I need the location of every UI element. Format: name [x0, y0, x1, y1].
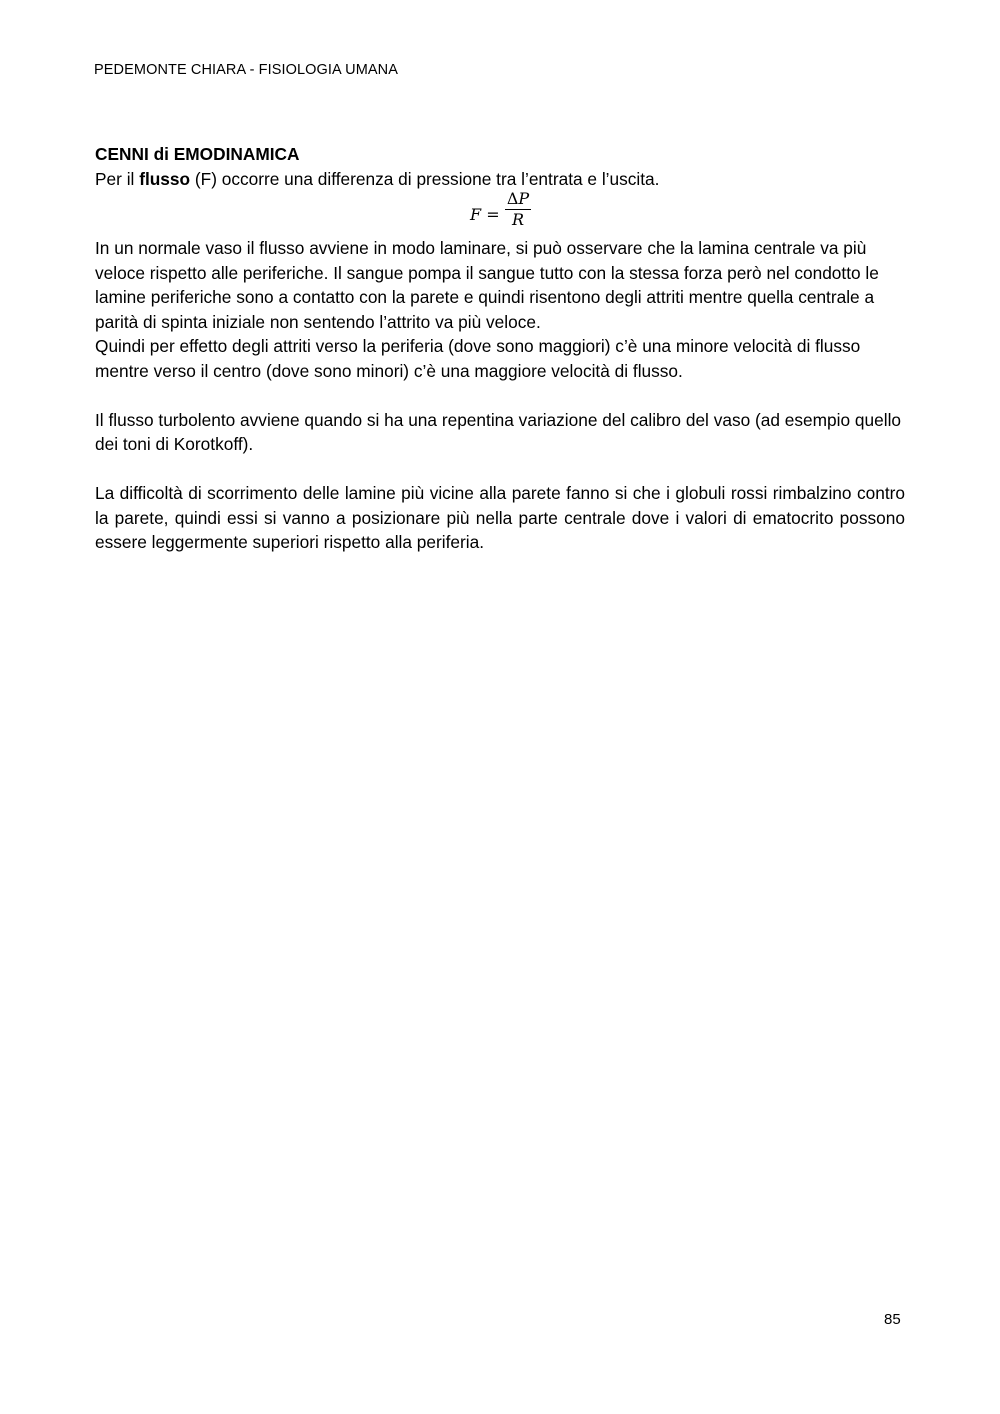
intro-bold-term: flusso [139, 168, 191, 189]
paragraph-turbulent-flow: Il flusso turbolento avviene quando si ha una repentina variazione del calibro del vaso (ad esempio quello dei toni di Korotkoff). [95, 409, 902, 454]
document-body [95, 142, 905, 555]
intro-sentence [95, 167, 905, 192]
paragraph-spacer [95, 457, 905, 482]
paragraph-laminar-flow: In un normale vaso il flusso avviene in modo laminare, si può osservare che la lamina centrale va più veloce rispetto alle periferiche. Il sangue pompa il sangue tutto con la stessa forza però nel condotto le lamine periferiche sono a contatto con la parete e quindi risentono degli attriti mentre quella centrale a parità di spinta iniziale non sentendo l’attrito va più veloce. [95, 238, 879, 332]
paragraph-spacer [95, 383, 905, 408]
formula-numerator-var: P [518, 189, 530, 208]
page-number: 85 [884, 1311, 901, 1328]
running-header: PEDEMONTE CHIARA - FISIOLOGIA UMANA [94, 62, 399, 78]
paragraph-friction: Quindi per effetto degli attriti verso la periferia (dove sono maggiori) c’è una minore velocità di flusso mentre verso il centro (dove sono minori) c’è una maggiore velocità di flusso. [95, 336, 861, 381]
paragraph-hematocrit: La difficoltà di scorrimento delle lamine più vicine alla parete fanno si che i globuli rossi rimbalzino contro la parete, quindi essi si vanno a posizionare più nella parte centrale dove i valori di ematocrito possono essere leggermente superiori rispetto alla periferia. [95, 483, 905, 552]
intro-suffix: (F) occorre una differenza di pressione tra l’entrata e l’uscita. [190, 168, 660, 189]
intro-prefix: Per il [95, 168, 140, 189]
flow-formula [95, 191, 905, 236]
formula-lhs: F = [470, 205, 500, 224]
section-title: CENNI di EMODINAMICA [95, 144, 300, 164]
formula-numerator [505, 189, 531, 209]
formula-fraction [505, 189, 531, 230]
formula-denominator: R [511, 210, 525, 229]
formula-delta: Δ [506, 189, 519, 208]
